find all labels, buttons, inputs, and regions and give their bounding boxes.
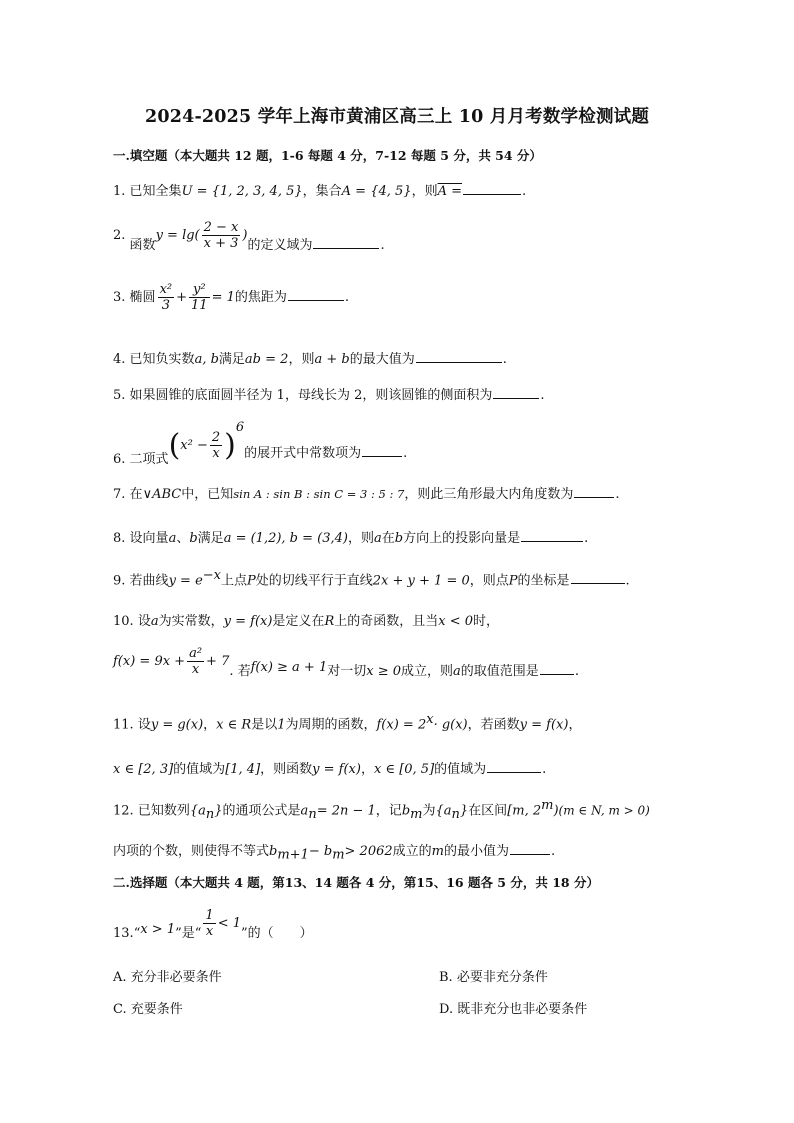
math-expression: 1 [277, 717, 286, 733]
math-expression: x ∈ R [216, 717, 252, 733]
punctuation: “ [133, 926, 141, 941]
fraction-denominator: x [212, 446, 220, 461]
punctuation: . [551, 844, 556, 859]
question-text: 为周期的函数， [285, 717, 377, 733]
option-a: A. 充分非必要条件 [113, 970, 222, 985]
document-title: 2024-2025 学年上海市黄浦区高三上 10 月月考数学检测试题 [144, 107, 650, 127]
punctuation: ， [203, 717, 217, 733]
fraction [202, 220, 241, 251]
question-number: 8. [113, 531, 126, 546]
question-text: 在 [129, 487, 143, 502]
answer-blank [487, 760, 541, 773]
question-text: ，则此三角形最大内角度数为 [404, 487, 574, 502]
question-text: . 若 [229, 664, 251, 679]
question-11-continued [113, 758, 546, 777]
question-8 [113, 527, 588, 546]
question-text: 上点 [221, 573, 248, 589]
question-text: ，则 [347, 531, 374, 546]
punctuation: . [615, 487, 620, 502]
math-expression: a, b [194, 352, 219, 367]
math-expression: A = {4, 5} [341, 184, 412, 199]
question-text: ，记 [375, 803, 402, 819]
math-expression: x > 1 [140, 922, 176, 937]
answer-blank [416, 350, 502, 363]
answer-blank [510, 842, 550, 855]
answer-blank [463, 182, 521, 195]
question-text: 函数 [129, 238, 156, 253]
fraction-denominator: x [191, 662, 200, 677]
subscript: m+1 [277, 847, 309, 863]
math-expression: [m, 2 [507, 803, 542, 819]
math-expression: = 1 [211, 290, 235, 305]
math-expression: a [150, 614, 159, 629]
fraction [189, 282, 210, 313]
math-expression: (m ∈ N, m > 0) [558, 803, 650, 818]
question-7 [113, 483, 620, 502]
question-text: 椭圆 [129, 290, 156, 305]
answer-blank [313, 236, 379, 249]
question-text: 方向上的投影向量是 [403, 531, 521, 546]
math-expression: · g(x) [433, 717, 468, 733]
question-number: 3. [113, 290, 126, 305]
option-d: D. 既非充分也非必要条件 [439, 1002, 588, 1017]
subscript: m [332, 847, 345, 863]
question-text: 已知全集 [129, 184, 182, 199]
question-text: 是定义在 [272, 614, 325, 629]
question-text: 上的奇函数，且当 [334, 614, 439, 629]
math-expression: f(x) = 9x + [113, 654, 186, 669]
option-b: B. 必要非充分条件 [439, 970, 548, 985]
math-expression: R [324, 614, 335, 629]
question-text: 处的切线平行于直线 [255, 573, 373, 589]
question-5 [113, 384, 545, 403]
question-text: ，若函数 [467, 717, 520, 733]
question-text: 设 [137, 614, 151, 629]
math-expression: f(x) = 2 [376, 717, 427, 733]
math-expression: y = f(x) [312, 762, 361, 777]
punctuation: . [625, 573, 630, 589]
question-3 [113, 282, 349, 313]
answer-blank [574, 485, 614, 498]
answer-blank [540, 662, 574, 675]
question-text: 已知负实数 [129, 352, 195, 367]
question-11 [113, 712, 581, 732]
question-2 [113, 220, 385, 253]
question-text: 满足 [197, 531, 224, 546]
math-expression: ) [242, 228, 248, 243]
answer-blank [288, 288, 344, 301]
question-text: 为 [422, 803, 436, 819]
question-text: 的展开式中常数项为 [244, 446, 362, 461]
question-number: 12. [113, 803, 134, 819]
subscript: n [308, 806, 317, 822]
question-text: 的焦距为 [234, 290, 287, 305]
question-text: 的定义域为 [247, 238, 313, 253]
fraction [203, 908, 215, 939]
punctuation: . [542, 762, 547, 777]
math-expression: y = e [168, 573, 203, 589]
question-text: ，则 [288, 352, 315, 367]
question-12-continued [113, 840, 555, 863]
math-expression: ab = 2 [244, 352, 289, 367]
left-paren: ( [168, 428, 181, 463]
question-number: 2. [113, 228, 126, 243]
punctuation: . [344, 290, 350, 305]
fraction-denominator: x + 3 [203, 236, 239, 251]
math-expression: y = f(x) [223, 614, 273, 629]
question-text: 成立，则 [401, 664, 454, 679]
math-expression: x² − [180, 438, 208, 453]
question-text: 内项的个数，则使得不等式 [113, 844, 270, 859]
math-expression: a = (1,2), b = (3,4) [223, 531, 348, 546]
question-1 [113, 180, 526, 199]
question-number: 4. [113, 352, 126, 367]
fraction-numerator: a² [189, 646, 203, 661]
question-number: 5. [113, 388, 126, 403]
question-text: 的取值范围是 [460, 664, 539, 679]
question-text: 的最大值为 [349, 352, 415, 367]
question-4 [113, 348, 507, 367]
question-9 [113, 568, 630, 588]
question-10-continued [113, 646, 579, 679]
fraction-numerator: 2 [211, 430, 221, 445]
question-text: 的值域为 [434, 762, 487, 777]
math-expression: x ∈ [0, 5] [373, 762, 435, 777]
subscript: n [205, 806, 215, 822]
question-text: 设向量 [129, 531, 169, 546]
section-choice-heading: 二.选择题（本大题共 4 题，第13、14 题各 4 分，第15、16 题各 5 分，共 18 分） [113, 875, 599, 890]
math-expression: A = [437, 184, 462, 199]
math-expression: x ∈ [2, 3] [113, 762, 174, 777]
question-text: ，集合 [302, 184, 342, 199]
punctuation: . [502, 352, 507, 367]
punctuation: . [522, 184, 527, 199]
math-expression: + 7 [206, 654, 230, 669]
question-text: 中，已知 [181, 487, 234, 502]
math-expression: sin A : sin B : sin C = 3 : 5 : 7 [233, 487, 405, 501]
exponent: −x [202, 568, 221, 583]
math-expression: m [431, 844, 444, 859]
punctuation: ， [568, 717, 582, 733]
question-text: 已知数列 [137, 803, 190, 819]
math-expression: − b [308, 844, 333, 859]
exponent: 6 [235, 420, 245, 435]
math-expression: > 2062 [344, 844, 393, 859]
option-c: C. 充要条件 [113, 1002, 183, 1017]
question-number: 13. [113, 926, 134, 941]
math-expression: } [459, 803, 469, 819]
math-expression: a [374, 531, 382, 546]
punctuation: . [540, 388, 545, 403]
question-text: 如果圆锥的底面圆半径为 1，母线长为 2，则该圆锥的侧面积为 [129, 388, 493, 403]
question-number: 7. [113, 487, 126, 502]
math-expression: U = {1, 2, 3, 4, 5} [181, 184, 303, 199]
question-number: 6. [113, 452, 126, 467]
question-text: ，则函数 [260, 762, 313, 777]
question-6 [113, 420, 407, 467]
question-text: 的通项公式是 [222, 803, 301, 819]
fraction-numerator: 1 [205, 908, 214, 923]
fraction-denominator: x [205, 924, 214, 939]
question-text: 为实常数， [158, 614, 224, 629]
question-text: 对一切 [327, 664, 367, 679]
math-expression: f(x) ≥ a + 1 [250, 660, 328, 675]
math-expression: [1, 4] [225, 762, 261, 777]
math-operator: + [176, 290, 188, 305]
subscript: n [451, 806, 460, 822]
question-text: 时， [473, 614, 500, 629]
subscript: m [410, 806, 423, 822]
question-text: 是以 [251, 717, 278, 733]
question-number: 1. [113, 184, 126, 199]
math-expression: y = f(x) [519, 717, 569, 733]
question-text: 二项式 [129, 452, 169, 467]
question-10 [113, 610, 499, 629]
section-fill-in-heading: 一.填空题（本大题共 12 题，1-6 每题 4 分，7-12 每题 5 分，共 54 分） [113, 148, 542, 163]
math-expression: a [453, 664, 461, 679]
exponent: x [426, 712, 434, 727]
question-text: 若曲线 [129, 573, 169, 589]
question-13 [113, 908, 313, 941]
punctuation: . [574, 664, 579, 679]
question-text: ，则 [411, 184, 438, 199]
question-text: 在 [381, 531, 395, 546]
question-text: ，则点 [469, 573, 509, 589]
punctuation: . [380, 238, 385, 253]
math-expression: a + b [314, 352, 350, 367]
math-expression: ∨ABC [142, 487, 182, 502]
math-expression: ) [553, 803, 559, 819]
exponent: m [541, 798, 554, 813]
math-expression: b [269, 844, 278, 859]
fraction-numerator: 2 − x [203, 220, 239, 235]
question-12 [113, 798, 650, 822]
math-expression: P [247, 573, 256, 589]
math-expression: a [300, 803, 309, 819]
math-expression: y = lg( [155, 228, 200, 243]
math-expression: {a [189, 803, 206, 819]
math-expression: = 2n − 1 [316, 803, 376, 819]
math-expression: < 1 [217, 916, 241, 931]
answer-blank [571, 571, 625, 584]
math-expression: } [214, 803, 223, 819]
fraction-numerator: x² [159, 282, 173, 297]
answer-blank [521, 529, 583, 542]
math-expression: 2x + y + 1 = 0 [372, 573, 470, 589]
question-number: 9. [113, 573, 126, 589]
punctuation: 、 [176, 531, 190, 546]
question-text: 满足 [218, 352, 245, 367]
math-expression: {a [435, 803, 452, 819]
fraction-denominator: 11 [191, 298, 208, 313]
math-expression: b [189, 531, 198, 546]
math-expression: y = g(x) [150, 717, 204, 733]
punctuation: . [403, 446, 408, 461]
answer-blank [493, 386, 539, 399]
punctuation: . [584, 531, 589, 546]
fraction-numerator: y² [189, 282, 210, 298]
question-text: 的坐标是 [517, 573, 570, 589]
math-expression: b [401, 803, 411, 819]
question-number: 10. [113, 614, 134, 629]
math-expression: a [168, 531, 177, 546]
question-number: 11. [113, 717, 134, 733]
answer-blank [362, 444, 402, 457]
question-text: 在区间 [468, 803, 508, 819]
fraction [187, 646, 204, 677]
math-expression: P [508, 573, 518, 589]
fraction [210, 430, 222, 461]
math-expression: b [394, 531, 404, 546]
fraction-denominator: 3 [161, 298, 170, 313]
question-text: 的值域为 [173, 762, 226, 777]
punctuation: ”是“ [175, 926, 202, 941]
fraction [158, 282, 175, 313]
punctuation: ， [360, 762, 374, 777]
question-text: ”的（ ） [240, 926, 313, 941]
math-expression: x < 0 [438, 614, 474, 629]
question-text: 设 [137, 717, 151, 733]
question-text: 的最小值为 [443, 844, 509, 859]
right-paren: ) [224, 428, 236, 463]
question-text: 成立的 [392, 844, 432, 859]
math-expression: x ≥ 0 [366, 664, 402, 679]
